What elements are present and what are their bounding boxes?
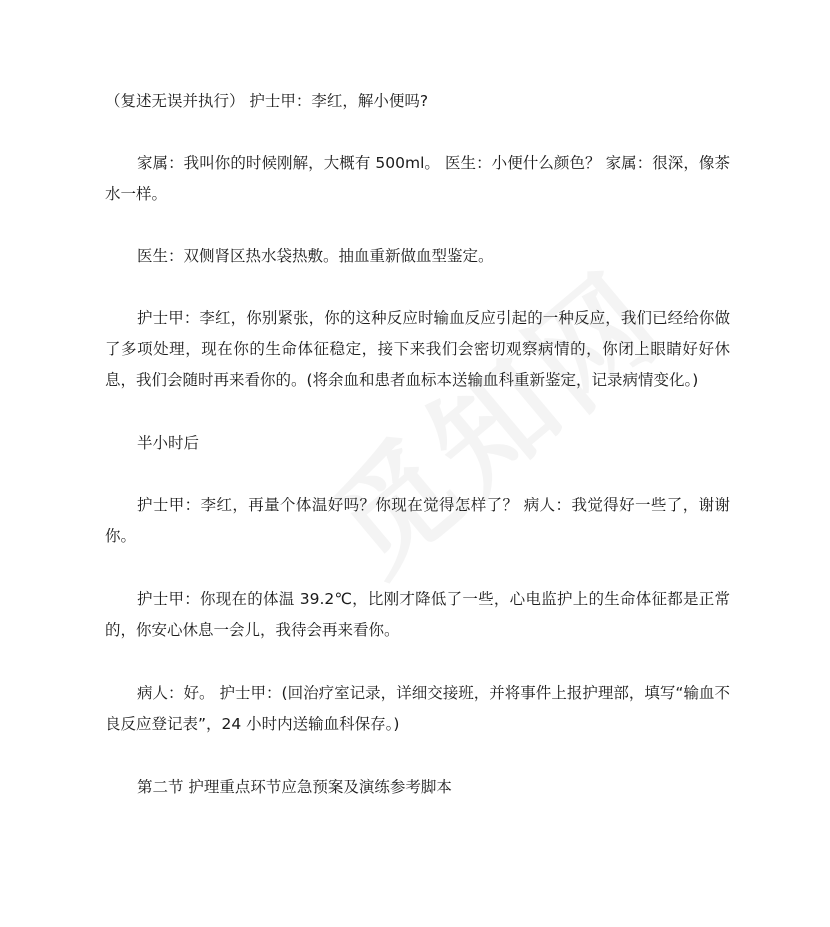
paragraph-6: 护士甲：李红，再量个体温好吗？你现在觉得怎样了？ 病人：我觉得好一些了，谢谢你。: [105, 496, 730, 545]
paragraph-7: 护士甲：你现在的体温 39.2℃，比刚才降低了一些，心电监护上的生命体征都是正常的，你安心休息一会儿，我待会再来看你。: [105, 590, 730, 639]
section-heading: 第二节 护理重点环节应急预案及演练参考脚本: [137, 778, 452, 796]
paragraph-4: 护士甲：李红，你别紧张，你的这种反应时输血反应引起的一种反应，我们已经给你做了多项处理，现在你的生命体征稳定，接下来我们会密切观察病情的，你闭上眼睛好好休息，我们会随时再来看你的。(将余血和患者血标本送输血科重新鉴定，记录病情变化。): [105, 309, 730, 389]
paragraph-5: 半小时后: [137, 434, 200, 452]
paragraph-1: （复述无误并执行） 护士甲：李红，解小便吗?: [105, 92, 429, 110]
paragraph-8: 病人：好。 护士甲：(回治疗室记录，详细交接班，并将事件上报护理部，填写“输血不良反应登记表”，24 小时内送输血科保存。): [105, 684, 730, 733]
paragraph-3: 医生：双侧肾区热水袋热敷。抽血重新做血型鉴定。: [137, 247, 494, 265]
paragraph-2: 家属：我叫你的时候刚解，大概有 500ml。 医生：小便什么颜色？ 家属：很深，像茶水一样。: [105, 154, 730, 203]
